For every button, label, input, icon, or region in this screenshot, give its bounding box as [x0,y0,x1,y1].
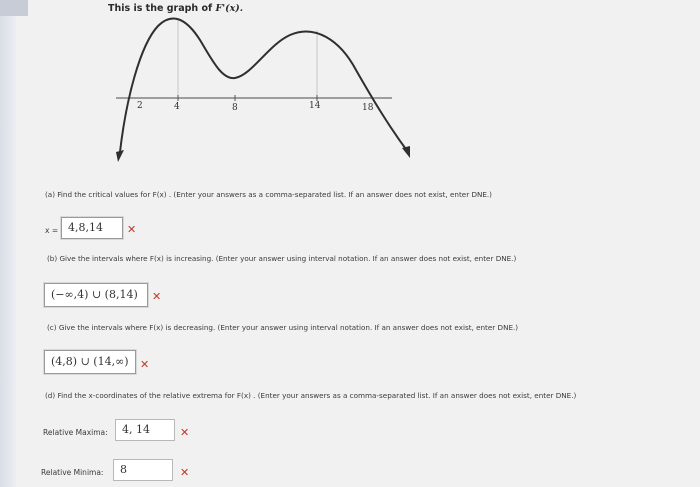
relative-maxima-label: Relative Maxima: [43,428,108,437]
relative-minima-label: Relative Minima: [41,468,104,477]
question-b: (b) Give the intervals where F(x) is increasing. (Enter your answer using interval notation. If an answer does not exist, enter DNE.) [47,254,517,263]
curve-arrow-left [116,150,124,162]
tick-label-8: 8 [232,103,238,113]
question-a: (a) Find the critical values for F(x) . (Enter your answers as a comma-separated list. If an answer does not exist, enter DNE.) [45,190,492,199]
incorrect-mark-b: ✕ [152,290,162,303]
graph-title-text: This is the graph of [108,3,216,14]
relative-maxima-input[interactable]: 4, 14 [115,419,175,441]
critical-values-input[interactable]: 4,8,14 [61,217,123,239]
relative-minima-input[interactable]: 8 [113,459,173,481]
decreasing-intervals-input[interactable]: (4,8) ∪ (14,∞) [44,350,136,374]
incorrect-mark-maxima: ✕ [180,426,190,439]
question-d: (d) Find the x-coordinates of the relative extrema for F(x) . (Enter your answers as a comma-separated list. If an answer does not exist, enter DNE.) [45,391,577,400]
incorrect-mark-c: ✕ [140,358,150,371]
graph-title-function: F'(x). [215,3,244,14]
incorrect-mark-minima: ✕ [180,466,190,479]
tick-label-18: 18 [362,103,374,113]
derivative-graph [0,0,700,180]
critical-values-label: x = [45,226,59,235]
tick-label-14: 14 [309,101,321,111]
tick-label-4: 4 [174,102,180,112]
derivative-curve [120,18,408,152]
tick-label-2: 2 [137,101,143,111]
curve-arrow-right [402,146,410,158]
incorrect-mark-a: ✕ [127,223,137,236]
question-c: (c) Give the intervals where F(x) is decreasing. (Enter your answer using interval notation. If an answer does not exist, enter DNE.) [47,323,519,332]
increasing-intervals-input[interactable]: (−∞,4) ∪ (8,14) [44,283,148,307]
